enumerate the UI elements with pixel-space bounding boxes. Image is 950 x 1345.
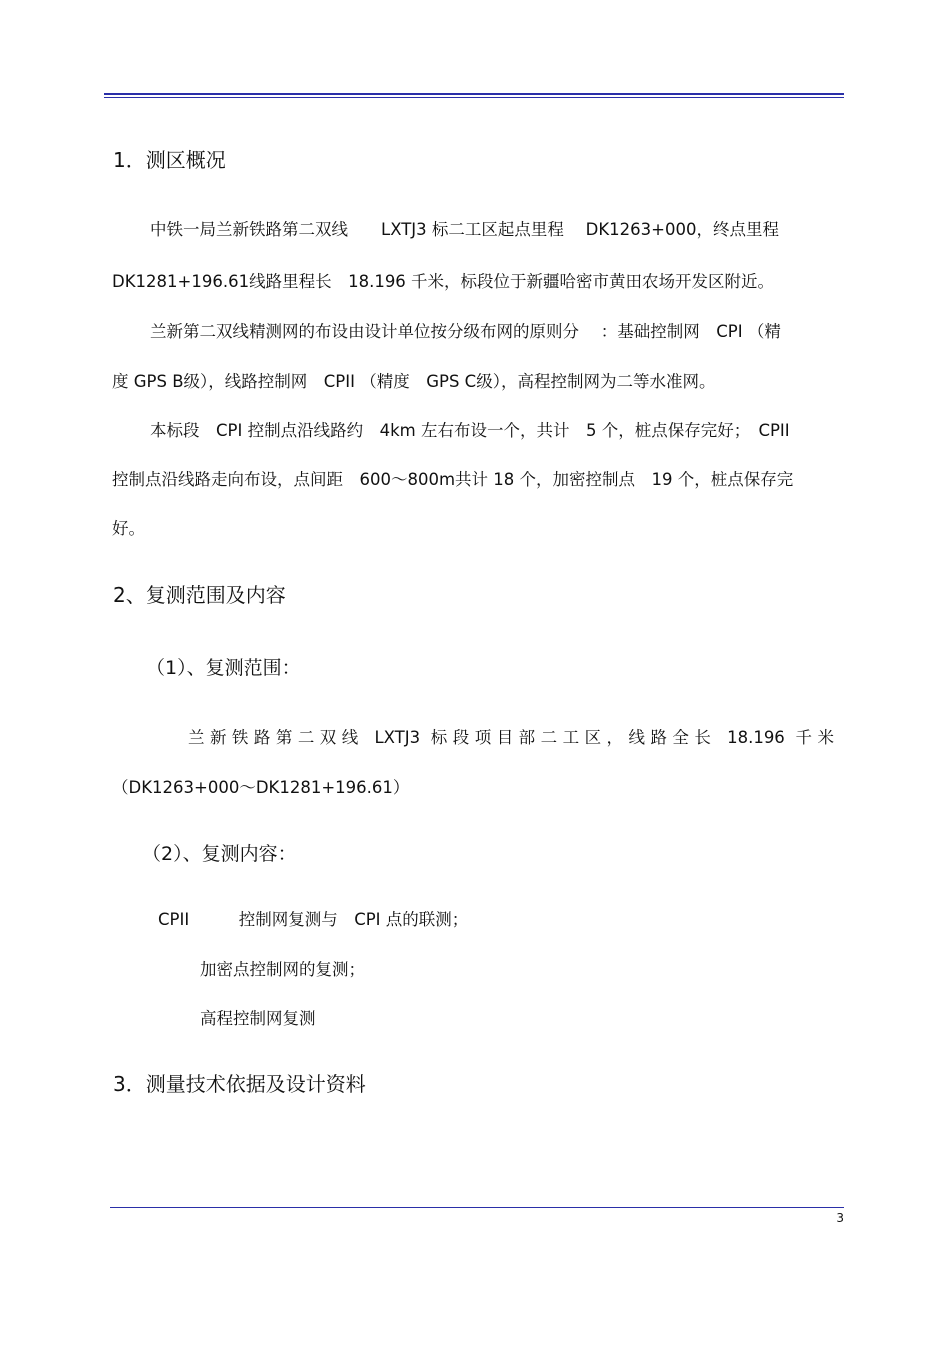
sub1-line2: （DK1263+000～DK1281+196.61） xyxy=(112,778,410,797)
section1-p3-line3: 好。 xyxy=(112,519,145,538)
sub2-item3: 高程控制网复测 xyxy=(200,1009,316,1028)
section1-p2-line1: 兰新第二双线精测网的布设由设计单位按分级布网的原则分 ：基础控制网 CPI （精 xyxy=(150,322,781,341)
section1-p2-line2: 度 GPS B级），线路控制网 CPII （精度 GPS C级），高程控制网为二等水准网。 xyxy=(112,372,716,391)
sub2-item1: CPII 控制网复测与 CPI 点的联测； xyxy=(158,910,469,929)
section2-heading: 2、复测范围及内容 xyxy=(113,583,286,607)
section1-p3-line1: 本标段 CPI 控制点沿线路约 4km 左右布设一个，共计 5 个，桩点保存完好； CPII xyxy=(150,421,790,440)
sub2-item2: 加密点控制网的复测； xyxy=(200,960,365,979)
section1-p1-line1: 中铁一局兰新铁路第二双线 LXTJ3 标二工区起点里程 DK1263+000，终点里程 xyxy=(150,220,779,239)
footer-rule xyxy=(110,1207,844,1208)
section1-heading: 1．测区概况 xyxy=(113,148,226,172)
section1-p3-line2: 控制点沿线路走向布设，点间距 600～800m共计 18 个，加密控制点 19 个，桩点保存完 xyxy=(112,470,794,489)
header-rule-thick xyxy=(104,93,844,95)
sub2-heading: （2）、复测内容： xyxy=(142,843,297,865)
page-number: 3 xyxy=(836,1211,844,1225)
header-rule-thin xyxy=(104,97,844,98)
section1-p1-line2: DK1281+196.61线路里程长 18.196 千米，标段位于新疆哈密市黄田农场开发区附近。 xyxy=(112,272,775,291)
sub1-heading: （1）、复测范围： xyxy=(146,657,301,679)
sub1-line1: 兰新铁路第二双线 LXTJ3 标段项目部二工区，线路全长 18.196 千米 xyxy=(188,728,834,747)
section3-heading: 3．测量技术依据及设计资料 xyxy=(113,1072,366,1096)
